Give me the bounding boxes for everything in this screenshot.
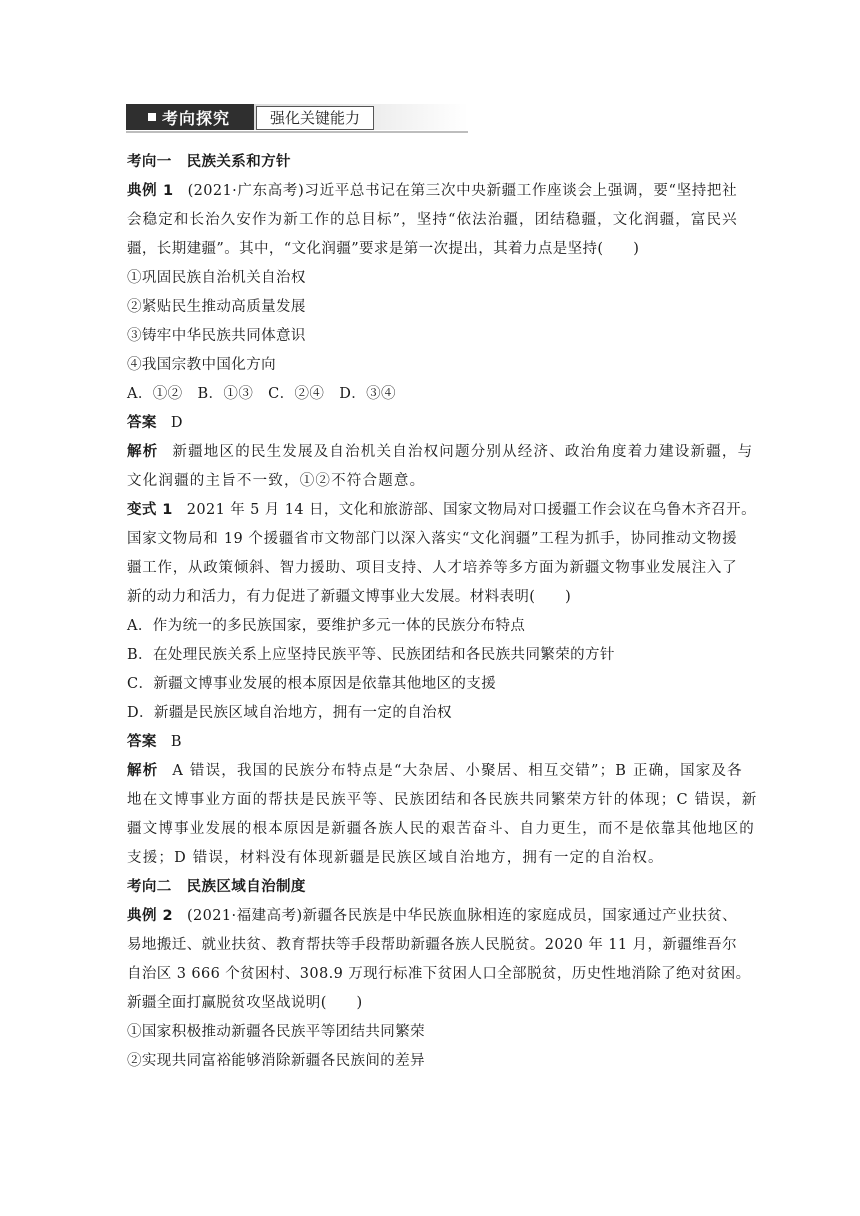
example-2-line-4: 新疆全面打赢脱贫攻坚战说明( ) <box>127 995 363 1011</box>
variant-1-explanation-line-2: 地在文博事业方面的帮扶是民族平等、民族团结和各民族共同繁荣方针的体现；C 错误，新 <box>127 792 758 808</box>
variant-1-explanation-line-1: 解析 A 错误，我国的民族分布特点是“大杂居、小聚居、相互交错”；B 正确，国家及各 <box>127 763 743 779</box>
example-2-line-2: 易地搬迁、就业扶贫、教育帮扶等手段帮助新疆各族人民脱贫。2020 年 11 月，新疆维吾尔 <box>127 937 737 953</box>
example-2-option-2: ②实现共同富裕能够消除新疆各民族间的差异 <box>127 1053 425 1069</box>
banner-subtitle: 强化关键能力 <box>256 106 374 130</box>
answer-label: 答案 <box>127 734 157 750</box>
example-1-line-2: 会稳定和长治久安作为新工作的总目标”，坚持“依法治疆，团结稳疆，文化润疆，富民兴 <box>127 212 737 228</box>
example-1-explanation-line-1: 解析 新疆地区的民生发展及自治机关自治权问题分别从经济、政治角度着力建设新疆，与 <box>127 444 754 460</box>
variant-1-label: 变式 1 <box>127 502 173 518</box>
example-1-choices: A．①② B．①③ C．②④ D．③④ <box>127 386 396 402</box>
banner-title-block <box>126 104 254 130</box>
variant-1-option-a: A．作为统一的多民族国家，要维护多元一体的民族分布特点 <box>127 618 526 634</box>
variant-1-line-1: 变式 1 2021 年 5 月 14 日，文化和旅游部、国家文物局对口援疆工作会议在乌鲁木齐召开。 <box>127 502 756 518</box>
variant-1-option-d: D．新疆是民族区域自治地方，拥有一定的自治权 <box>127 705 452 721</box>
variant-1-answer <box>127 728 737 757</box>
example-2-option-1: ①国家积极推动新疆各民族平等团结共同繁荣 <box>127 1024 425 1040</box>
example-1-option-2: ②紧贴民生推动高质量发展 <box>127 299 306 315</box>
example-2-line-3: 自治区 3 666 个贫困村、308.9 万现行标准下贫困人口全部脱贫，历史性地消除了绝对贫困。 <box>127 966 751 982</box>
example-1-option-4: ④我国宗教中国化方向 <box>127 357 276 373</box>
example-1-line-1: 典例 1 (2021·广东高考)习近平总书记在第三次中央新疆工作座谈会上强调，要“坚持把社 <box>127 183 738 199</box>
example-1-line-3: 疆，长期建疆”。其中，“文化润疆”要求是第一次提出，其着力点是坚持( ) <box>127 241 640 257</box>
variant-1-explanation-line-3: 疆文博事业发展的根本原因是新疆各族人民的艰苦奋斗、自力更生，而不是依靠其他地区的 <box>127 821 755 837</box>
answer-value: D <box>170 415 183 431</box>
example-1-label: 典例 1 <box>127 183 174 199</box>
banner-title: 考向探究 <box>162 109 231 128</box>
section-banner <box>126 104 468 134</box>
variant-1-explanation-line-4: 支援；D 错误，材料没有体现新疆是民族区域自治地方，拥有一定的自治权。 <box>127 850 664 866</box>
document-body <box>127 148 758 1076</box>
example-1-option-3: ③铸牢中华民族共同体意识 <box>127 328 306 344</box>
example-2-line-1: 典例 2 (2021·福建高考)新疆各民族是中华民族血脉相连的家庭成员，国家通过产业扶贫、 <box>127 908 737 924</box>
variant-1-option-c: C．新疆文博事业发展的根本原因是依靠其他地区的支援 <box>127 676 497 692</box>
variant-1-line-2: 国家文物局和 19 个援疆省市文物部门以深入落实“文化润疆”工程为抓手，协同推动文物援 <box>127 531 737 547</box>
variant-1-option-b: B．在处理民族关系上应坚持民族平等、民族团结和各民族共同繁荣的方针 <box>127 647 615 663</box>
answer-label: 答案 <box>127 415 157 431</box>
answer-value: B <box>170 734 182 750</box>
section-heading-1: 考向一 民族关系和方针 <box>127 154 291 170</box>
square-bullet-icon <box>148 113 156 121</box>
variant-1-line-4: 新的动力和活力，有力促进了新疆文博事业大发展。材料表明( ) <box>127 589 572 605</box>
explanation-label: 解析 <box>127 444 159 460</box>
explanation-label: 解析 <box>127 763 159 779</box>
section-heading-2: 考向二 民族区域自治制度 <box>127 879 306 895</box>
example-1-answer <box>127 409 737 438</box>
example-1-explanation-line-2: 文化润疆的主旨不一致，①②不符合题意。 <box>127 473 426 489</box>
variant-1-line-3: 疆工作，从政策倾斜、智力援助、项目支持、人才培养等多方面为新疆文物事业发展注入了 <box>127 560 737 576</box>
banner-underline <box>126 131 468 133</box>
example-1-option-1: ①巩固民族自治机关自治权 <box>127 270 306 286</box>
example-2-label: 典例 2 <box>127 908 173 924</box>
